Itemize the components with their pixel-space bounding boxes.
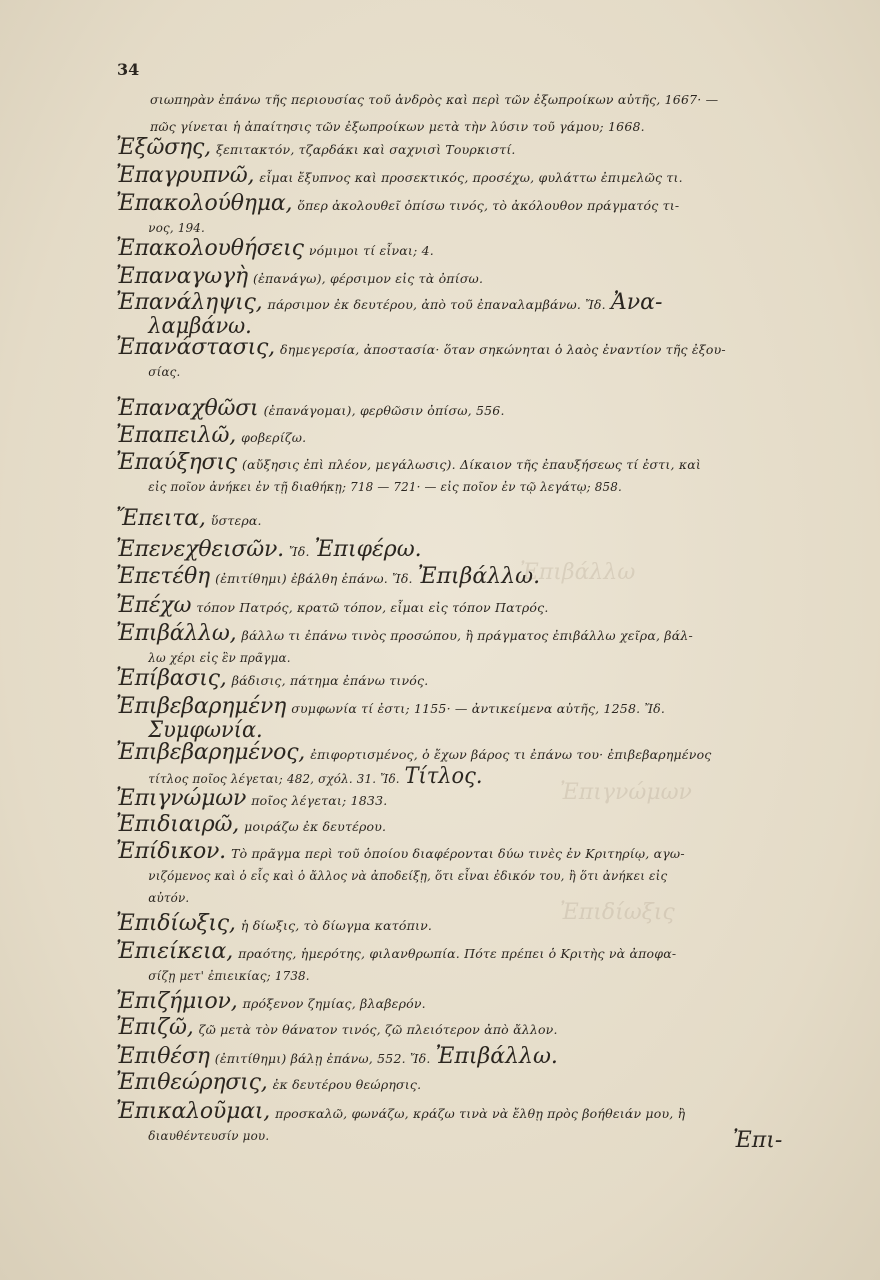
entry-cross-reference: Ἀνα-	[610, 290, 663, 315]
entry-continuation-headword: λαμβάνω.	[148, 314, 252, 339]
entry-continuation: λω χέρι εἰς ἓν πρᾶγμα.	[148, 650, 291, 665]
entry-cross-reference: Ἐπιβάλλω.	[417, 564, 541, 589]
dictionary-entry	[116, 539, 796, 563]
entry-headword: Ἔπειτα,	[116, 506, 206, 531]
entry-headword: Ἐπαναγωγὴ	[116, 264, 248, 289]
entry-line	[116, 193, 796, 217]
entry-line	[116, 742, 796, 766]
dictionary-entry	[116, 508, 796, 532]
dictionary-entry	[116, 137, 796, 161]
entry-definition: ὕστερα.	[210, 513, 262, 528]
dictionary-entry	[116, 1072, 796, 1096]
entry-definition: ἐπιφορτισμένος, ὁ ἔχων βάρος τι ἐπάνω του· ἐπιβεβαρημένος	[310, 747, 712, 762]
dictionary-entry	[116, 788, 796, 812]
entry-definition: ὅπερ ἀκολουθεῖ ὀπίσω τινός, τὸ ἀκόλουθον πράγματός τι-	[297, 198, 680, 213]
dictionary-entry	[116, 668, 796, 692]
entry-headword: Ἐπιζῶ,	[116, 1015, 194, 1040]
dictionary-entry	[116, 941, 796, 987]
entry-line	[116, 452, 796, 476]
entry-definition: νόμιμοι τί εἶναι; 4.	[308, 243, 434, 258]
entry-continuation: αὐτόν.	[148, 890, 190, 905]
entry-headword: Ἐπιείκεια,	[116, 939, 233, 964]
entry-headword: Ἐπαναχθῶσι	[116, 396, 259, 421]
entry-line	[116, 238, 796, 262]
dictionary-entry	[116, 595, 796, 619]
entry-definition: βάδισις, πάτημα ἐπάνω τινός.	[231, 673, 429, 688]
entry-line	[116, 1046, 796, 1070]
entry-headword: Ἐπετέθη	[116, 564, 211, 589]
entry-line	[116, 266, 796, 290]
entry-line	[116, 941, 796, 965]
entry-definition: ἐκ δευτέρου θεώρησις.	[272, 1077, 422, 1092]
dictionary-entry	[116, 292, 796, 338]
entry-line	[116, 425, 796, 449]
entry-headword: Ἐπιδιαιρῶ,	[116, 812, 240, 837]
dictionary-entry	[116, 115, 796, 138]
entry-continuation: διαυθέντευσίν μου.	[148, 1128, 270, 1143]
dictionary-entry	[116, 1017, 796, 1041]
entry-headword: Ἐπιδίωξις,	[116, 911, 236, 936]
entry-headword: Ἐπιθέση	[116, 1044, 210, 1069]
dictionary-entry	[116, 238, 796, 262]
entry-line	[116, 566, 796, 590]
dictionary-entry	[116, 88, 796, 111]
entry-headword: Ἐπίβασις,	[116, 666, 227, 691]
entry-line	[116, 137, 796, 161]
entry-headword: Ἐπικαλοῦμαι,	[116, 1099, 271, 1124]
entry-line	[116, 508, 796, 532]
dictionary-entry	[116, 266, 796, 290]
entry-continuation-text: τίτλος ποῖος λέγεται; 482, σχόλ. 31. Ἴδ.	[148, 771, 400, 786]
bleed-through-3: Ἐπιδίωξις	[560, 900, 675, 925]
entry-continuation: εἰς ποῖον ἀνήκει ἐν τῇ διαθήκῃ; 718 — 721· — εἰς ποῖον ἐν τῷ λεγάτῳ; 858.	[148, 479, 622, 494]
entry-headword: Ἐπανάστασις,	[116, 335, 275, 360]
entry-headword: Ἐπέχω	[116, 593, 192, 618]
entry-definition: προσκαλῶ, φωνάζω, κράζω τινὰ νὰ ἔλθῃ πρὸς βοήθειάν μου, ἢ	[275, 1106, 686, 1121]
entry-continuation: νος, 194.	[148, 220, 206, 235]
entry-definition: (ἐπιτίθημι) ἐβάλθη ἐπάνω. Ἴδ.	[215, 571, 413, 586]
entry-line	[116, 814, 796, 838]
entry-line	[116, 539, 796, 563]
entry-definition: Ἴδ.	[289, 544, 310, 559]
dictionary-entry	[116, 913, 796, 937]
entry-headword: Ἐξῶσης,	[116, 135, 211, 160]
entry-definition: δημεγερσία, ἀποστασία· ὅταν σηκώνηται ὁ λαὸς ἐναντίον τῆς ἐξου-	[280, 342, 726, 357]
entry-line	[116, 595, 796, 619]
entry-line	[116, 696, 796, 720]
entry-definition: Τὸ πρᾶγμα περὶ τοῦ ὁποίου διαφέρονται δύω τινὲς ἐν Κριτηρίῳ, αγω-	[231, 846, 685, 861]
entry-definition: βάλλω τι ἐπάνω τινὸς προσώπου, ἢ πράγματος ἐπιβάλλω χεῖρα, βάλ-	[241, 628, 693, 643]
dictionary-entry	[116, 1046, 796, 1070]
entry-continuation: σίας.	[148, 364, 181, 379]
page-number: 34	[117, 60, 140, 79]
dictionary-entry	[116, 1101, 796, 1147]
entry-line	[116, 841, 796, 865]
entry-definition: μοιράζω ἐκ δευτέρου.	[244, 819, 387, 834]
entry-line	[116, 115, 796, 138]
entry-line	[116, 292, 796, 316]
entry-definition: ποῖος λέγεται; 1833.	[251, 793, 388, 808]
entry-line	[116, 788, 796, 812]
entry-headword: Ἐπαγρυπνῶ,	[116, 163, 255, 188]
entry-cross-reference: Τίτλος.	[404, 764, 483, 789]
bleed-through-1: Ἐπιβάλλω	[520, 560, 636, 585]
entry-definition: ζῶ μετὰ τὸν θάνατον τινός, ζῶ πλειότερον ἀπὸ ἄλλον.	[198, 1022, 558, 1037]
entry-definition: (ἐπιτίθημι) βάλῃ ἐπάνω, 552. Ἴδ.	[214, 1051, 431, 1066]
entry-headword: Ἐπιβεβαρημένη	[116, 694, 287, 719]
dictionary-entry	[116, 165, 796, 189]
entry-continuation: σίζῃ μετ' ἐπιεικίας; 1738.	[148, 968, 310, 983]
entry-line	[116, 991, 796, 1015]
entry-headword: Ἐπιθεώρησις,	[116, 1070, 268, 1095]
dictionary-entry	[116, 742, 796, 790]
entry-definition: (ἐπανάγω), φέρσιμον εἰς τὰ ὀπίσω.	[253, 271, 484, 286]
entry-line	[116, 1072, 796, 1096]
entry-headword: Ἐπιζήμιον,	[116, 989, 238, 1014]
entry-headword: Ἐπενεχθεισῶν.	[116, 537, 284, 562]
entry-cross-reference: Ἐπιβάλλω.	[435, 1044, 558, 1069]
entry-headword: Ἐπαπειλῶ,	[116, 423, 237, 448]
entry-headword: Ἐπίδικον.	[116, 839, 226, 864]
entry-headword: Ἐπαύξησις	[116, 450, 237, 475]
entry-definition: (ἐπανάγομαι), φερθῶσιν ὀπίσω, 556.	[263, 403, 505, 418]
entry-headword: Ἐπιγνώμων	[116, 786, 247, 811]
entry-definition: φοβερίζω.	[241, 430, 307, 445]
entry-definition: πραότης, ἡμερότης, φιλανθρωπία. Πότε πρέπει ὁ Κριτὴς νὰ ἀποφα-	[238, 946, 677, 961]
entry-definition: συμφωνία τί ἐστι; 1155· — ἀντικείμενα αὐτῆς, 1258. Ἴδ.	[291, 701, 666, 716]
dictionary-entry	[116, 623, 796, 669]
entry-line	[116, 668, 796, 692]
entry-headword: Ἐπιβάλλω,	[116, 621, 237, 646]
dictionary-entry	[116, 814, 796, 838]
dictionary-entry	[116, 193, 796, 239]
entry-definition: πρόξενον ζημίας, βλαβερόν.	[242, 996, 426, 1011]
entry-cross-reference: Ἐπιφέρω.	[314, 537, 422, 562]
entry-headword: Ἐπακολουθήσεις	[116, 236, 304, 261]
entry-definition: τόπον Πατρός, κρατῶ τόπον, εἶμαι εἰς τόπον Πατρός.	[196, 600, 549, 615]
entry-line	[116, 623, 796, 647]
entry-headword: Ἐπανάληψις,	[116, 290, 263, 315]
dictionary-entry	[116, 841, 796, 909]
entry-definition: ξεπιτακτόν, τζαρδάκι καὶ σαχνισὶ Τουρκιστί.	[216, 142, 516, 157]
catchword: Ἐπι-	[733, 1128, 783, 1153]
dictionary-entry	[116, 398, 796, 422]
dictionary-entry	[116, 566, 796, 590]
entry-definition: ἡ δίωξις, τὸ δίωγμα κατόπιν.	[240, 918, 433, 933]
entry-line	[116, 913, 796, 937]
bleed-through-2: Ἐπιγνώμων	[560, 780, 692, 805]
entry-line	[116, 337, 796, 361]
dictionary-entry	[116, 991, 796, 1015]
entry-definition: πῶς γίνεται ἡ ἀπαίτησις τῶν ἐξωπροίκων μετὰ τὴν λύσιν τοῦ γάμου; 1668.	[150, 119, 645, 134]
entry-line	[116, 1017, 796, 1041]
dictionary-entry	[116, 696, 796, 742]
dictionary-entry	[116, 452, 796, 498]
entry-line	[116, 165, 796, 189]
entry-headword: Ἐπιβεβαρημένος,	[116, 740, 306, 765]
entry-line	[116, 398, 796, 422]
entry-line	[116, 1101, 796, 1125]
dictionary-entry	[116, 425, 796, 449]
entry-continuation-headword: Συμφωνία.	[148, 718, 263, 743]
entry-definition: πάρσιμον ἐκ δευτέρου, ἀπὸ τοῦ ἐπαναλαμβάνω. Ἴδ.	[267, 297, 606, 312]
entry-definition: σιωπηρὰν ἐπάνω τῆς περιουσίας τοῦ ἀνδρὸς καὶ περὶ τῶν ἐξωπροίκων αὐτῆς, 1667· —	[150, 92, 719, 107]
entry-definition: εἶμαι ἔξυπνος καὶ προσεκτικός, προσέχω, φυλάττω ἐπιμελῶς τι.	[259, 170, 683, 185]
entry-line	[116, 88, 796, 111]
entry-continuation: νιζόμενος καὶ ὁ εἷς καὶ ὁ ἄλλος νὰ ἀποδείξῃ, ὅτι εἶναι ἐδικόν του, ἢ ὅτι ἀνήκει εἰς	[148, 868, 668, 883]
entry-headword: Ἐπακολούθημα,	[116, 191, 293, 216]
dictionary-entry	[116, 337, 796, 383]
entry-definition: (αὔξησις ἐπὶ πλέον, μεγάλωσις). Δίκαιον τῆς ἐπαυξήσεως τί ἐστι, καὶ	[242, 457, 701, 472]
